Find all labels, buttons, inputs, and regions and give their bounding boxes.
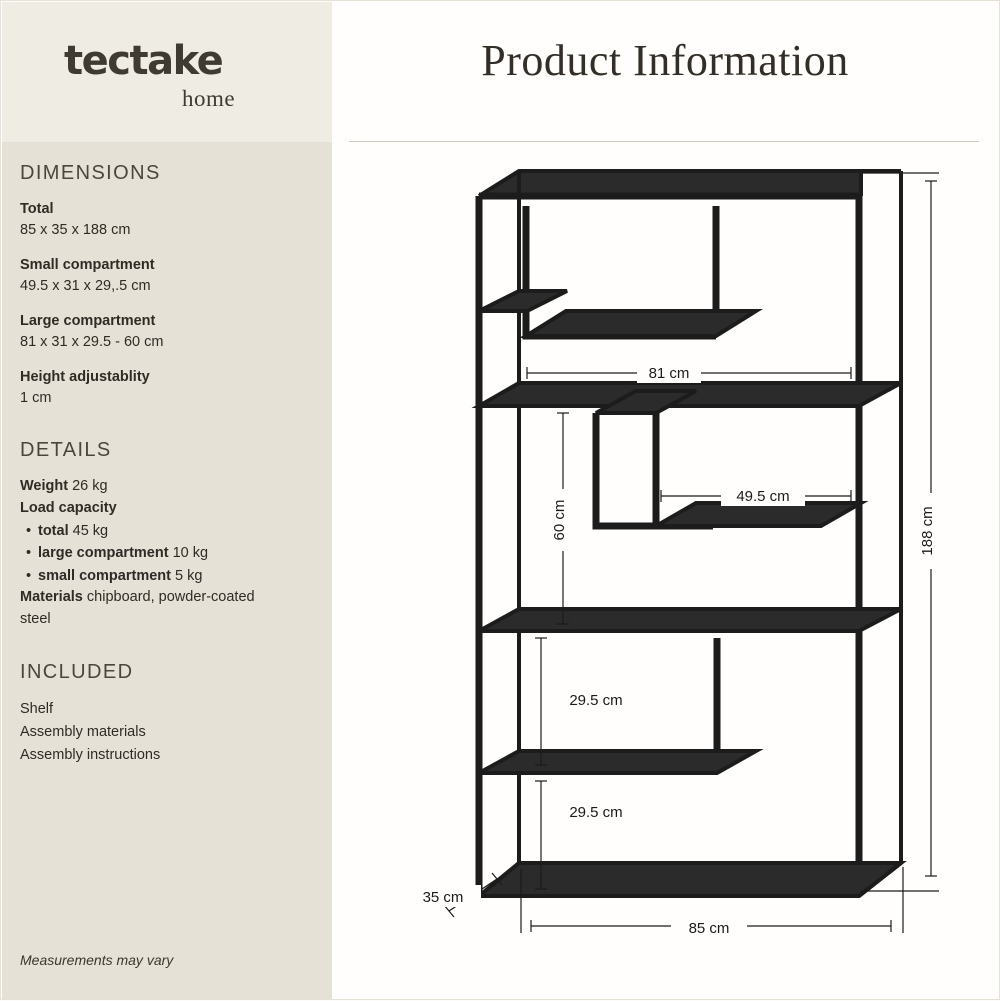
title-divider	[349, 141, 979, 142]
dimensions-heading: DIMENSIONS	[20, 162, 161, 184]
dimension-value: 49.5 x 31 x 29,.5 cm	[20, 278, 151, 295]
dimension-label-total-width: 85 cm	[688, 920, 730, 937]
detail-materials-value: chipboard, powder-coated steel	[20, 589, 255, 627]
detail-materials-label: Materials	[20, 589, 83, 606]
detail-weight-label: Weight	[20, 478, 69, 495]
list-item: • small compartment 5 kg	[38, 565, 320, 587]
dimension-item-small-compartment	[20, 255, 320, 297]
list-item: Assembly instructions	[20, 746, 161, 763]
dimension-label-total-height: 188 cm	[919, 506, 936, 556]
detail-weight-value: 26 kg	[72, 478, 108, 495]
list-item: • large compartment 10 kg	[38, 542, 320, 564]
included-heading: INCLUDED	[20, 660, 134, 683]
dimension-label-large-width: 81 cm	[648, 365, 690, 382]
dimension-label-total-depth: 35 cm	[422, 889, 464, 906]
dimension-label-small-width: 49.5 cm	[736, 488, 790, 505]
dimension-label-low-height: 29.5 cm	[569, 804, 623, 821]
brand-name: tectake	[64, 38, 223, 84]
dimension-label: Small compartment	[20, 257, 155, 274]
dimension-label: Height adjustablity	[20, 369, 150, 386]
list-item: • total 45 kg	[38, 520, 320, 542]
dimension-item-height-adjustability	[20, 367, 320, 409]
detail-weight	[20, 476, 320, 498]
detail-load-capacity-label: Load capacity	[20, 499, 117, 516]
dimension-value: 85 x 35 x 188 cm	[20, 222, 131, 239]
dimension-label-mid-height: 29.5 cm	[569, 692, 623, 709]
measurement-disclaimer: Measurements may vary	[20, 952, 174, 968]
list-item: Assembly materials	[20, 723, 146, 740]
dimension-label: Large compartment	[20, 313, 156, 330]
sidebar	[2, 2, 332, 1000]
detail-materials	[20, 587, 278, 631]
dimension-label: Total	[20, 201, 54, 217]
list-item: Shelf	[20, 700, 54, 717]
dimension-label-large-height: 60 cm	[551, 499, 568, 541]
page-title: Product Information	[481, 36, 849, 85]
load-capacity-list	[20, 520, 320, 587]
dimension-value: 81 x 31 x 29.5 - 60 cm	[20, 334, 164, 351]
product-technical-drawing	[331, 151, 1000, 1001]
dimension-value: 1 cm	[20, 390, 52, 407]
brand-logo	[2, 2, 332, 142]
sidebar-content	[20, 162, 320, 767]
dimension-item-total	[20, 199, 320, 241]
dimension-item-large-compartment	[20, 311, 320, 353]
brand-tagline: home	[182, 86, 236, 111]
details-heading: DETAILS	[20, 439, 112, 462]
included-list	[20, 698, 320, 768]
